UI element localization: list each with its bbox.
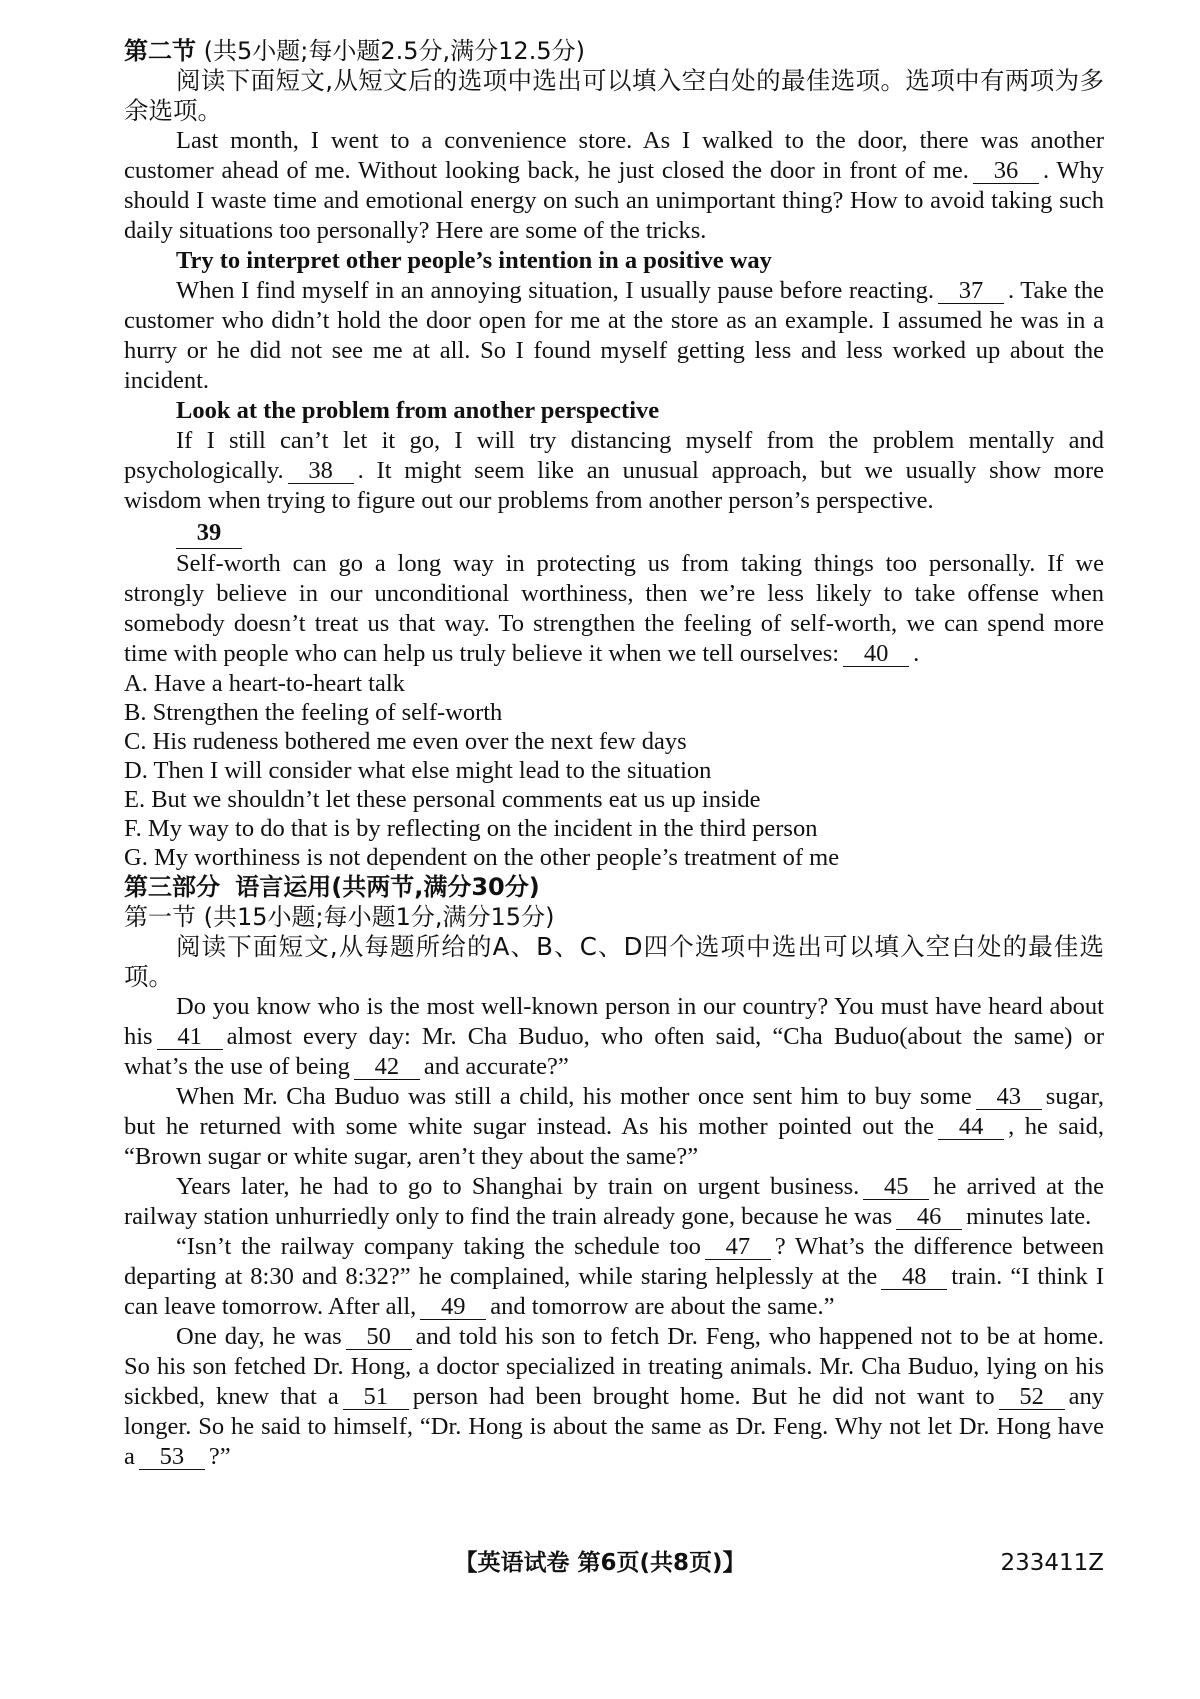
blank-52: 52	[999, 1385, 1065, 1410]
cloze-p4-text-a: “Isn’t the railway company taking the schedule too	[176, 1233, 701, 1260]
cloze-paragraph-5	[124, 1322, 1104, 1472]
passage-paragraph-4	[124, 549, 1104, 669]
option-d: D. Then I will consider what else might lead to the situation	[124, 757, 712, 784]
cloze-paragraph-3	[124, 1172, 1104, 1232]
passage-paragraph-1	[124, 126, 1104, 246]
blank-48: 48	[881, 1265, 947, 1290]
passage-paragraph-2	[124, 276, 1104, 396]
blank-41: 41	[157, 1025, 223, 1050]
option-e: E. But we shouldn’t let these personal comments eat us up inside	[124, 786, 761, 813]
para3-text-b: . It might seem like an unusual approach, but we usually show more wisdom when trying to figure out our problems from another person’s perspective.	[124, 457, 1104, 514]
blank-39-heading	[176, 518, 1104, 549]
cloze-paragraph-1	[124, 992, 1104, 1082]
para2-text-b: . Take the customer who didn’t hold the door open for me at the store as an example. I assumed he was in a hurry or he did not see me at all. So I found myself getting less and less worked up about the incident.	[124, 277, 1104, 394]
para1-text-b: . Why should I waste time and emotional energy on such an unimportant thing? How to avoid taking such daily situations too personally? Here are some of the tricks.	[124, 157, 1104, 244]
subheading-interpret: Try to interpret other people’s intention in a positive way	[176, 247, 772, 274]
blank-45: 45	[863, 1175, 929, 1200]
blank-37: 37	[938, 279, 1004, 304]
cloze-p4-text-d: and tomorrow are about the same.”	[490, 1293, 835, 1320]
blank-49: 49	[420, 1295, 486, 1320]
option-f: F. My way to do that is by reflecting on the incident in the third person	[124, 815, 818, 842]
cloze-p1-text-b: almost every day: Mr. Cha Buduo, who often said, “Cha Buduo(about the same) or what’s the use of being	[124, 1023, 1104, 1080]
cloze-p3-text-a: Years later, he had to go to Shanghai by train on urgent business.	[176, 1173, 860, 1200]
part3-section1-label: 第一节	[124, 903, 196, 931]
blank-42: 42	[354, 1055, 420, 1080]
blank-36: 36	[973, 159, 1039, 184]
cloze-p2-text-b: sugar, but he returned with some white sugar instead. As his mother pointed out the	[124, 1083, 1104, 1140]
cloze-p4-text-c: train. “I think I can leave tomorrow. After all,	[124, 1263, 1104, 1320]
passage-paragraph-3	[124, 426, 1104, 516]
blank-44: 44	[938, 1115, 1004, 1140]
cloze-p3-text-b: he arrived at the railway station unhurriedly only to find the train already gone, because he was	[124, 1173, 1104, 1230]
cloze-p1-text-c: and accurate?”	[423, 1053, 569, 1080]
blank-50: 50	[346, 1325, 412, 1350]
para2-text-a: When I find myself in an annoying situation, I usually pause before reacting.	[176, 277, 934, 304]
cloze-p3-text-c: minutes late.	[966, 1203, 1092, 1230]
subheading-perspective: Look at the problem from another perspective	[176, 397, 660, 424]
cloze-p2-text-a: When Mr. Cha Buduo was still a child, his mother once sent him to buy some	[176, 1083, 972, 1110]
cloze-p5-text-d: any longer. So he said to himself, “Dr. Hong is about the same as Dr. Feng. Why not let Dr. Hong have a	[124, 1383, 1104, 1470]
cloze-p2-text-c: , he said, “Brown sugar or white sugar, aren’t they about the same?”	[124, 1113, 1104, 1170]
part3-section1-info: (共15小题;每小题1分,满分15分)	[203, 903, 555, 931]
section2-heading	[124, 36, 1104, 66]
blank-39: 39	[176, 518, 242, 549]
part3-label: 第三部分	[124, 873, 220, 901]
footer-code: 233411Z	[1000, 1550, 1104, 1576]
blank-47: 47	[705, 1235, 771, 1260]
cloze-p5-text-b: and told his son to fetch Dr. Feng, who happened not to be at home. So his son fetched Dr. Hong, a doctor specialized in treating animals. Mr. Cha Buduo, lying on his sickbed, knew that a	[124, 1323, 1104, 1410]
options-list	[124, 669, 1104, 872]
cloze-paragraph-4	[124, 1232, 1104, 1322]
part3-info: 语言运用(共两节,满分30分)	[235, 873, 540, 901]
cloze-p5-text-e: ?”	[208, 1443, 231, 1470]
blank-40: 40	[843, 642, 909, 667]
blank-53: 53	[139, 1445, 205, 1470]
cloze-p1-text-a: Do you know who is the most well-known person in our country? You must have heard about his	[124, 993, 1104, 1050]
section2-info: (共5小题;每小题2.5分,满分12.5分)	[203, 37, 585, 65]
blank-43: 43	[976, 1085, 1042, 1110]
blank-46: 46	[896, 1205, 962, 1230]
cloze-paragraph-2	[124, 1082, 1104, 1172]
cloze-p5-text-c: person had been brought home. But he did not want to	[412, 1383, 995, 1410]
para4-text-a: Self-worth can go a long way in protecting us from taking things too personally. If we strongly believe in our unconditional worthiness, then we’re less likely to take offense when somebody doesn’t treat us that way. To strengthen the feeling of self-worth, we can spend more time with people who can help us truly believe it when we tell ourselves:	[124, 550, 1104, 667]
section2-instruction: 阅读下面短文,从短文后的选项中选出可以填入空白处的最佳选项。选项中有两项为多余选项。	[124, 66, 1104, 125]
part3-instruction: 阅读下面短文,从每题所给的A、B、C、D四个选项中选出可以填入空白处的最佳选项。	[124, 932, 1104, 991]
cloze-p4-text-b: ? What’s the difference between departing at 8:30 and 8:32?” he complained, while staring helplessly at the	[124, 1233, 1104, 1290]
option-g: G. My worthiness is not dependent on the other people’s treatment of me	[124, 844, 840, 871]
footer-title: 【英语试卷 第6页(共8页)】	[454, 1550, 746, 1576]
blank-38: 38	[288, 459, 354, 484]
para1-text-a: Last month, I went to a convenience store. As I walked to the door, there was another customer ahead of me. Without looking back, he just closed the door in front of me.	[124, 127, 1104, 184]
option-a: A. Have a heart-to-heart talk	[124, 670, 405, 697]
blank-51: 51	[343, 1385, 409, 1410]
part3-section1-heading	[124, 902, 1104, 932]
option-b: B. Strengthen the feeling of self-worth	[124, 699, 503, 726]
part3-heading	[124, 872, 1104, 902]
para3-text-a: If I still can’t let it go, I will try distancing myself from the problem mentally and psychologically.	[124, 427, 1104, 484]
cloze-p5-text-a: One day, he was	[176, 1323, 342, 1350]
option-c: C. His rudeness bothered me even over the next few days	[124, 728, 687, 755]
section2-label: 第二节	[124, 37, 196, 65]
para4-text-b: .	[913, 640, 920, 667]
